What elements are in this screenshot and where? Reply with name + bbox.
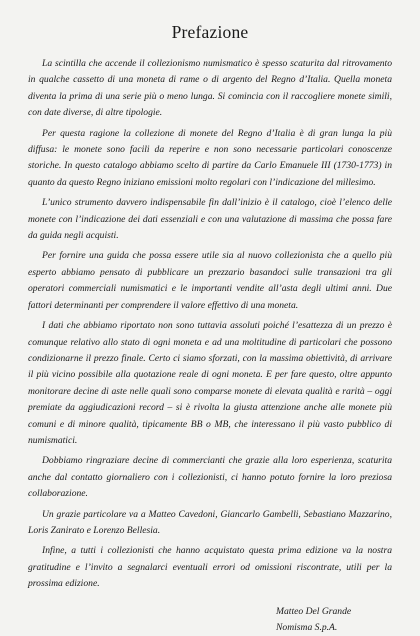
paragraph-7: Un grazie particolare va a Matteo Cavedoni, Giancarlo Gambelli, Sebastiano Mazzarino, Loris Zanirato e Lorenzo Bellesia. bbox=[28, 508, 392, 536]
signature-block bbox=[276, 604, 392, 636]
signature-org: Nomisma S.p.A. bbox=[276, 622, 338, 633]
paragraph-3: L’unico strumento davvero indispensabile fin dall’inizio è il catalogo, cioè l’elenco delle monete con l’indicazione dei dati essenziali e con una valutazione di massima che possa fare da guida negli acquisti. bbox=[28, 197, 392, 242]
paragraph-1: La scintilla che accende il collezionismo numismatico è spesso scaturita dal ritrovamento in qualche cassetto di una moneta di rame o di argento del Regno d’Italia. Quella moneta diventa la prima di una serie più o meno lunga. Si comincia con il raccogliere monete simili, con date diverse, di altre tipologie. bbox=[28, 58, 392, 119]
paragraph-4: Per fornire una guida che possa essere utile sia al nuovo collezionista che a quello più esperto abbiamo pensato di pubblicare un prezzario basandoci sulle transazioni tra gli operatori commerciali numismatici e le importanti vendite all’asta degli ultimi anni. Due fattori determinanti per comprendere il valore effettivo di una moneta. bbox=[28, 250, 392, 311]
paragraph-6: Dobbiamo ringraziare decine di commercianti che grazie alla loro esperienza, scaturita anche dal contatto giornaliero con i collezionisti, ci hanno potuto fornire la loro preziosa collaborazione. bbox=[28, 455, 392, 500]
signature-name: Matteo Del Grande bbox=[276, 605, 352, 617]
paragraph-8: Infine, a tutti i collezionisti che hanno acquistato questa prima edizione va la nostra gratitudine e l’invito a segnalarci eventuali errori od omissioni riscontrate, utili per la prossima edizione. bbox=[28, 545, 392, 590]
paragraph-2: Per questa ragione la collezione di monete del Regno d’Italia è di gran lunga la più diffusa: le monete sono facili da reperire e non sono necessarie particolari conoscenze storiche. In questo catalogo abbiamo scelto di partire da Carlo Emanuele III (1730-1773) in quanto da questo Regno iniziano emissioni molto regolari con l’indicazione del millesimo. bbox=[28, 127, 392, 188]
paragraph-5: I dati che abbiamo riportato non sono tuttavia assoluti poiché l’esattezza di un prezzo è comunque relativo allo stato di ogni moneta e ad una moltitudine di particolari che possono condizionarne il prezzo finale. Certo ci siamo sforzati, con la massima obiettività, di arrivare il più vicino possibile alla quotazione reale di ogni moneta. E per fare questo, oltre appunto monitorare decine di aste nelle quali sono comparse monete di elevata qualità e rarità – oggi premiate da aggiudicazioni record – si è rivolta la giusta attenzione anche alle monete più comuni e di minore qualità, tipicamente BB o MB, che interessano il più vasto pubblico di numismatici. bbox=[28, 320, 392, 446]
page-title: Prefazione bbox=[171, 22, 249, 42]
